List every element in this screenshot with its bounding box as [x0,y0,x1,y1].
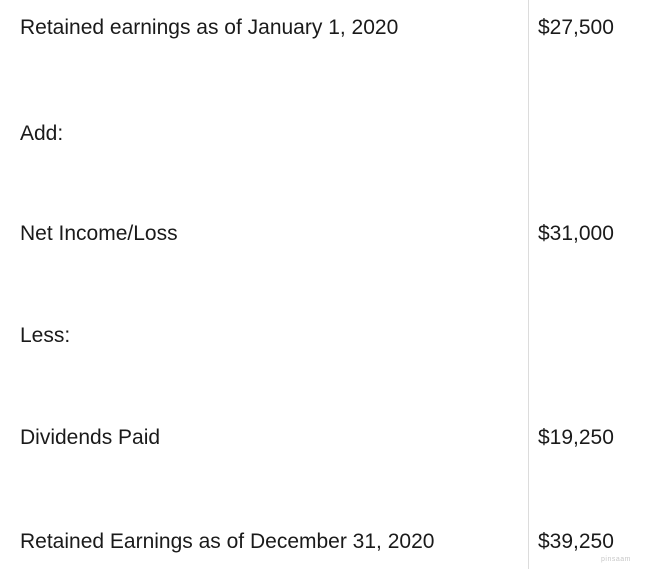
row-label: Dividends Paid [20,426,161,449]
row-retained-earnings-end [0,522,650,562]
row-dividends-paid [0,418,650,458]
row-label: Net Income/Loss [20,222,178,245]
row-amount: $39,250 [538,530,614,553]
row-retained-earnings-start [0,8,650,48]
row-label: Retained Earnings as of December 31, 2020 [20,530,435,553]
row-net-income-loss [0,214,650,254]
row-amount: $19,250 [538,426,614,449]
row-label: Less: [20,324,71,347]
row-label: Retained earnings as of January 1, 2020 [20,16,399,39]
watermark: pinsaam [601,556,631,563]
row-amount: $31,000 [538,222,614,245]
row-less [0,316,650,356]
row-amount: $27,500 [538,16,614,39]
row-label: Add: [20,122,64,145]
column-divider [528,0,529,569]
row-add [0,114,650,154]
